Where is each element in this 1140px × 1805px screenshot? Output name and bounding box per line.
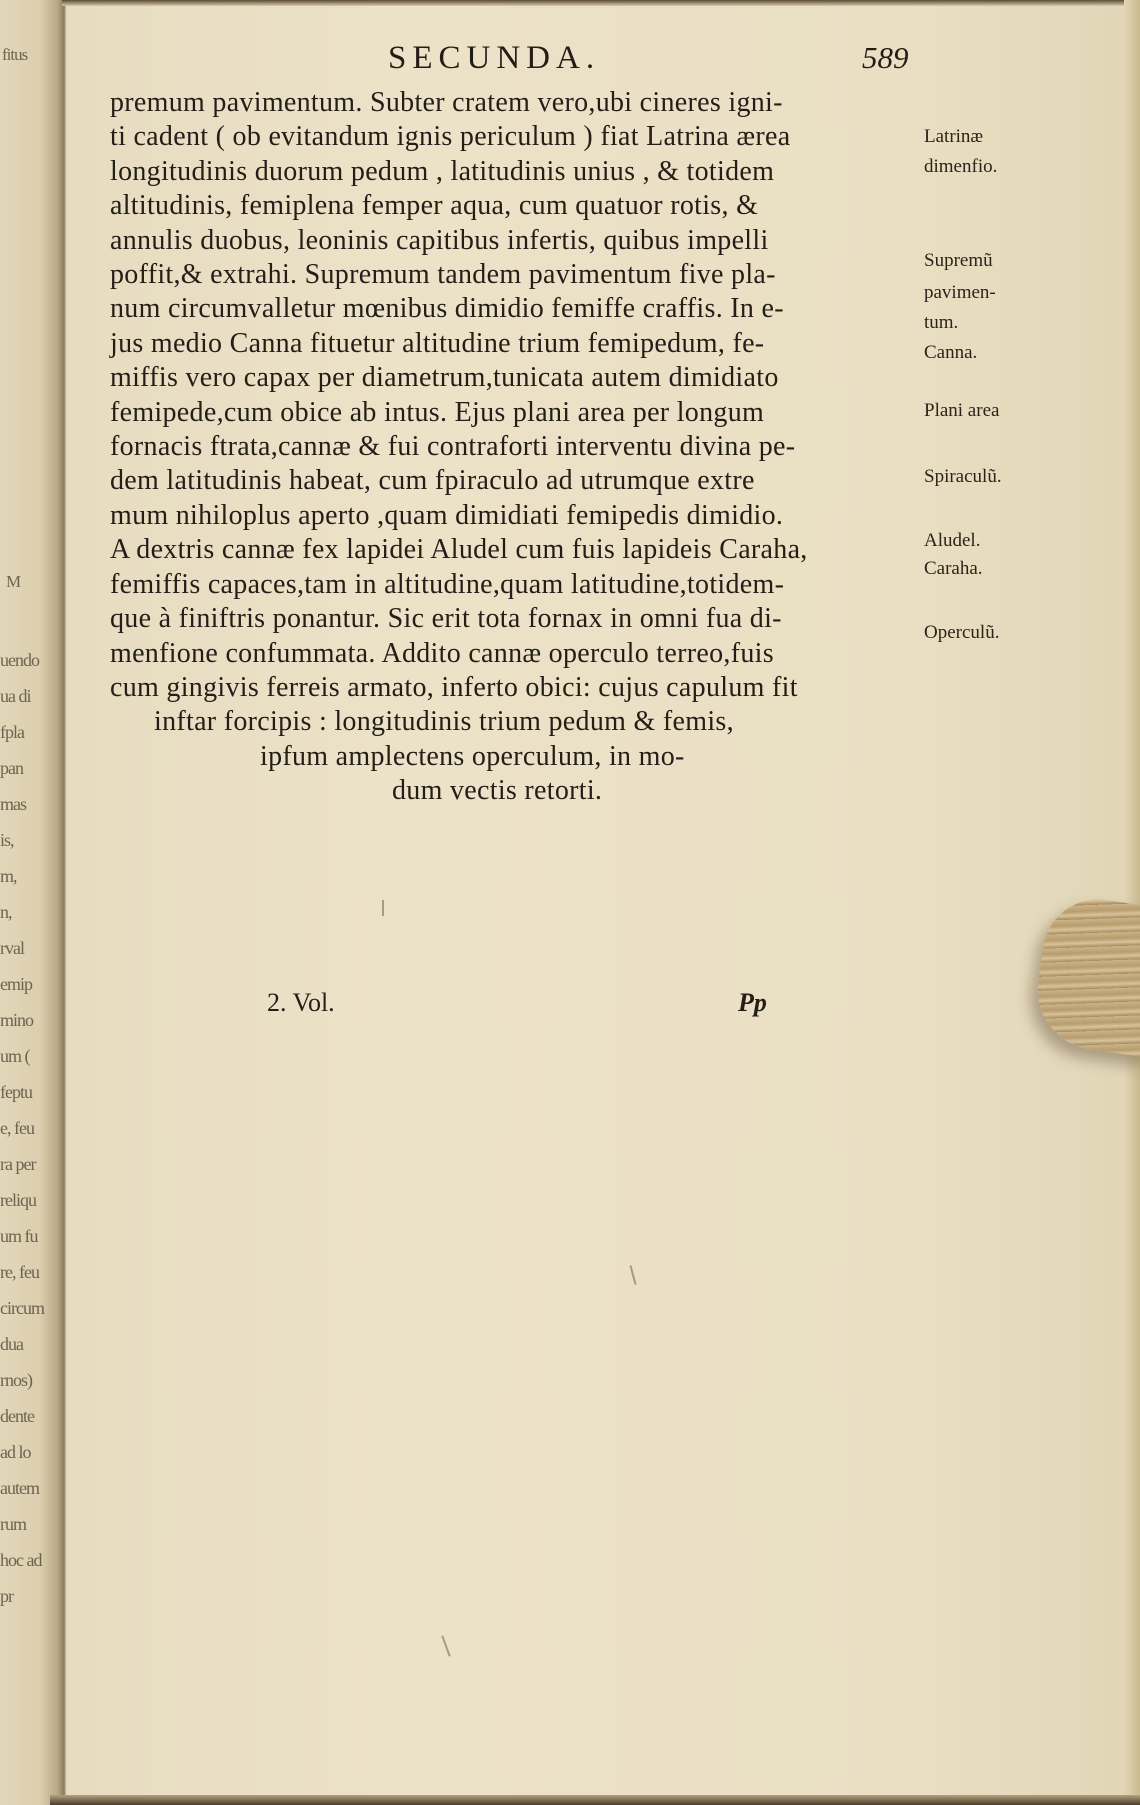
- text-line: altitudinis, femiplena femper aqua, cum quatuor rotis, &: [110, 190, 759, 222]
- gutter-fragment: n,: [0, 902, 12, 922]
- text-line: dem latitudinis habeat, cum fpiraculo ad utrumque extre: [110, 465, 755, 497]
- text-line: premum pavimentum. Subter cratem vero,ubi cineres igni-: [110, 87, 783, 118]
- wooden-object: [1030, 892, 1140, 1057]
- gutter-fragment: re, feu: [0, 1262, 39, 1282]
- gutter-fragment: hoc ad: [0, 1550, 42, 1570]
- text-line: que à finiftris ponantur. Sic erit tota fornax in omni fua di-: [110, 603, 782, 635]
- margin-note: Caraha.: [924, 558, 983, 579]
- gutter-fragment: M: [6, 572, 21, 591]
- text-line: dum vectis retorti.: [392, 775, 603, 807]
- text-line: femipede,cum obice ab intus. Ejus plani area per longum: [110, 396, 765, 428]
- text-line: num circumvalletur mœnibus dimidio femiffe craffis. In e-: [110, 293, 784, 325]
- text-line: menfione confummata. Addito cannæ operculo terreo,fuis: [110, 637, 774, 669]
- gutter-fragment: uendo: [0, 650, 39, 670]
- gutter-fragment: ua di: [0, 686, 31, 706]
- gutter-fragment: m,: [0, 866, 17, 886]
- text-line: inftar forcipis : longitudinis trium pedum & femis,: [154, 706, 734, 738]
- margin-note: tum.: [924, 312, 959, 333]
- margin-note: Plani area: [924, 400, 1000, 421]
- gutter-fragment: reliqu: [0, 1190, 36, 1210]
- text-line: annulis duobus, leoninis capitibus infertis, quibus impelli: [110, 224, 769, 256]
- margin-note: Supremũ: [924, 250, 993, 271]
- margin-note: Spiraculũ.: [924, 466, 1002, 487]
- gutter-fragment: emip: [0, 974, 32, 994]
- gutter-fragment: rum: [0, 1514, 26, 1534]
- text-line: fornacis ftrata,cannæ & fui contraforti interventu divina pe-: [110, 431, 796, 463]
- text-line: ipfum amplectens operculum, in mo-: [260, 740, 685, 772]
- gutter-fragment: dua: [0, 1334, 23, 1354]
- gutter-fragment: pan: [0, 758, 23, 778]
- volume-label: 2. Vol.: [267, 988, 335, 1017]
- gutter-fragment: circum: [0, 1298, 44, 1318]
- gutter-fragment: fitus: [2, 45, 28, 64]
- gutter-fragment: feptu: [0, 1082, 32, 1102]
- margin-note: Canna.: [924, 342, 978, 363]
- running-head: SECUNDA.: [388, 40, 601, 76]
- margin-note: Latrinæ: [924, 126, 984, 147]
- gutter-fragment: is,: [0, 830, 14, 850]
- page-header: [110, 40, 920, 80]
- adjacent-page-gutter: [0, 0, 66, 1805]
- paper-speck: [629, 1265, 636, 1285]
- gutter-fragment: pr: [0, 1586, 13, 1606]
- text-line: jus medio Canna fituetur altitudine trium femipedum, fe-: [110, 327, 765, 359]
- text-line: ti cadent ( ob evitandum ignis periculum ) fiat Latrina ærea: [110, 121, 791, 153]
- gutter-fragment: autem: [0, 1478, 39, 1498]
- text-line: mum nihiloplus aperto ,quam dimidiati femipedis dimidio.: [110, 499, 784, 531]
- gutter-fragment: rval: [0, 938, 24, 958]
- margin-note: Aludel.: [924, 530, 981, 551]
- text-line: femiffis capaces,tam in altitudine,quam latitudine,totidem-: [110, 568, 785, 600]
- gutter-fragment: mino: [0, 1010, 34, 1030]
- page-number: 589: [862, 40, 909, 75]
- gutter-fragment: dente: [0, 1406, 34, 1426]
- text-line: A dextris cannæ fex lapidei Aludel cum fuis lapideis Caraha,: [110, 534, 808, 566]
- gutter-fragment: mas: [0, 794, 26, 814]
- paper-speck: [382, 900, 384, 916]
- margin-note: dimenfio.: [924, 156, 998, 177]
- paper-speck: [441, 1635, 450, 1656]
- margin-note: Operculũ.: [924, 622, 1000, 643]
- gutter-fragment: rnos): [0, 1370, 32, 1390]
- text-line: longitudinis duorum pedum , latitudinis unius , & totidem: [110, 155, 775, 187]
- page-bottom-edge: [50, 1795, 1140, 1805]
- signature-mark: Pp: [738, 988, 767, 1017]
- text-line: poffit,& extrahi. Supremum tandem pavimentum five pla-: [110, 259, 776, 291]
- gutter-fragment: e, feu: [0, 1118, 34, 1138]
- gutter-fragment: ad lo: [0, 1442, 31, 1462]
- text-line: miffis vero capax per diametrum,tunicata autem dimidiato: [110, 362, 779, 394]
- gutter-fragment: fpla: [0, 722, 24, 742]
- gutter-fragment: um (: [0, 1046, 30, 1066]
- main-text-block: [110, 86, 920, 809]
- text-line: cum gingivis ferreis armato, inferto obici: cujus capulum fit: [110, 671, 798, 703]
- page-top-edge: [62, 0, 1140, 6]
- gutter-fragment: ra per: [0, 1154, 36, 1174]
- margin-note: pavimen-: [924, 282, 996, 303]
- gutter-fragment: um fu: [0, 1226, 38, 1246]
